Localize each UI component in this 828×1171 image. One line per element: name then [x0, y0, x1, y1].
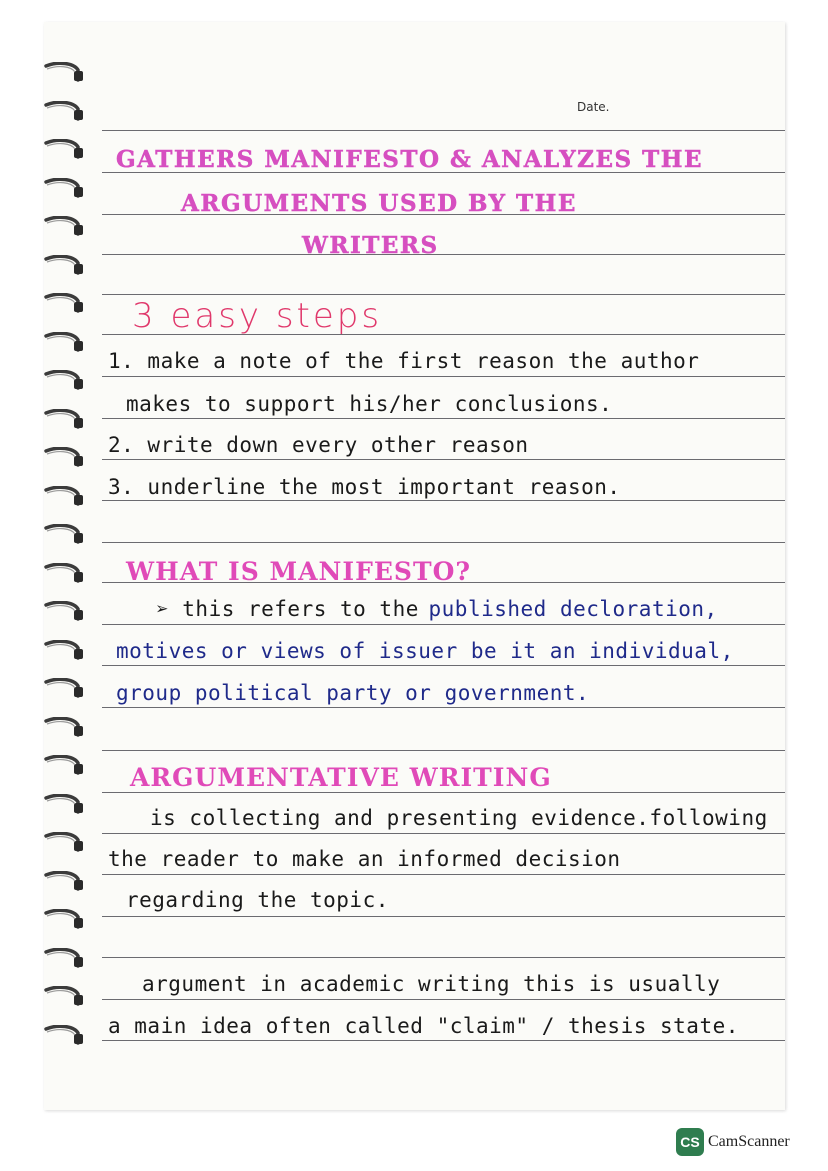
- ruled-line: [102, 418, 785, 419]
- manifesto-line-1: [156, 597, 718, 621]
- step-1-line-a: 1. make a note of the first reason the author: [108, 349, 700, 373]
- ruled-line: [102, 294, 785, 295]
- spiral-coil-icon: [44, 794, 84, 816]
- ruled-line: [102, 916, 785, 917]
- date-label: Date.: [577, 100, 610, 114]
- spiral-coil-icon: [44, 101, 84, 123]
- camscanner-brand: CamScanner: [708, 1133, 790, 1150]
- ruled-line: [102, 130, 785, 131]
- ruled-line: [102, 665, 785, 666]
- steps-heading: 3 easy steps: [132, 296, 383, 336]
- spiral-coil-icon: [44, 62, 84, 84]
- spiral-coil-icon: [44, 370, 84, 392]
- ruled-line: [102, 874, 785, 875]
- ruled-line: [102, 376, 785, 377]
- ruled-line: [102, 254, 785, 255]
- ruled-line: [102, 792, 785, 793]
- ruled-line: [102, 707, 785, 708]
- argumentative-line-3: regarding the topic.: [126, 888, 389, 912]
- argumentative-line-1: is collecting and presenting evidence.following: [150, 806, 768, 830]
- title-line-1: GATHERS MANIFESTO & ANALYZES THE: [116, 146, 703, 173]
- ruled-line: [102, 500, 785, 501]
- ruled-line: [102, 833, 785, 834]
- spiral-coil-icon: [44, 447, 84, 469]
- spiral-coil-icon: [44, 563, 84, 585]
- ruled-line: [102, 999, 785, 1000]
- spiral-coil-icon: [44, 332, 84, 354]
- ruled-line: [102, 957, 785, 958]
- spiral-coil-icon: [44, 293, 84, 315]
- argumentative-line-4: argument in academic writing this is usually: [142, 972, 721, 996]
- spiral-coil-icon: [44, 909, 84, 931]
- spiral-coil-icon: [44, 640, 84, 662]
- spiral-coil-icon: [44, 871, 84, 893]
- spiral-coil-icon: [44, 178, 84, 200]
- ruled-line: [102, 459, 785, 460]
- spiral-coil-icon: [44, 409, 84, 431]
- title-line-2: ARGUMENTS USED BY THE: [181, 190, 577, 217]
- notebook-page: [44, 22, 785, 1110]
- spiral-coil-icon: [44, 717, 84, 739]
- manifesto-heading: WHAT IS MANIFESTO?: [126, 557, 471, 586]
- step-1-line-b: makes to support his/her conclusions.: [126, 392, 613, 416]
- step-3: 3. underline the most important reason.: [108, 475, 621, 499]
- ruled-line: [102, 1040, 785, 1041]
- title-line-3: WRITERS: [302, 232, 439, 259]
- spiral-coil-icon: [44, 832, 84, 854]
- spiral-coil-icon: [44, 986, 84, 1008]
- manifesto-line-3: group political party or government.: [116, 681, 590, 705]
- camscanner-logo-icon: CS: [676, 1128, 704, 1156]
- step-2: 2. write down every other reason: [108, 433, 529, 457]
- argumentative-line-5: a main idea often called "claim" / thesis state.: [108, 1014, 739, 1038]
- spiral-coil-icon: [44, 948, 84, 970]
- spiral-coil-icon: [44, 755, 84, 777]
- spiral-coil-icon: [44, 139, 84, 161]
- manifesto-line-2: motives or views of issuer be it an individual,: [116, 639, 734, 663]
- manifesto-line-1-prefix: ➢ this refers to the: [156, 597, 419, 621]
- spiral-coil-icon: [44, 678, 84, 700]
- argumentative-heading: ARGUMENTATIVE WRITING: [130, 763, 552, 792]
- spiral-coil-icon: [44, 486, 84, 508]
- spiral-coil-icon: [44, 524, 84, 546]
- spiral-coil-icon: [44, 601, 84, 623]
- ruled-line: [102, 624, 785, 625]
- camscanner-watermark: [676, 1128, 790, 1156]
- ruled-line: [102, 542, 785, 543]
- manifesto-line-1-blue: published decloration,: [428, 597, 718, 621]
- spiral-coil-icon: [44, 1025, 84, 1047]
- spiral-coil-icon: [44, 255, 84, 277]
- argumentative-line-2: the reader to make an informed decision: [108, 847, 621, 871]
- ruled-line: [102, 750, 785, 751]
- spiral-coil-icon: [44, 216, 84, 238]
